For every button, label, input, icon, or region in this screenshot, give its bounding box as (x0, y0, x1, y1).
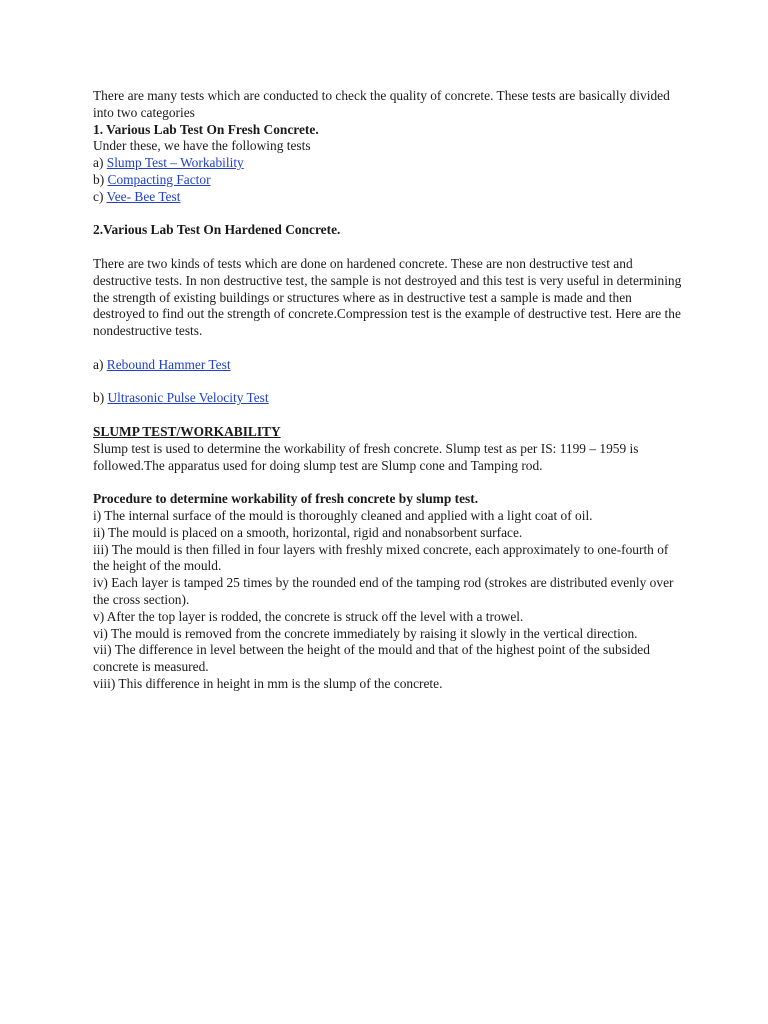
spacer (93, 407, 683, 424)
fresh-test-prefix: c) (93, 188, 107, 204)
rebound-hammer-test-link[interactable]: Rebound Hammer Test (106, 356, 231, 372)
procedure-step: v) After the top layer is rodded, the concrete is struck off the level with a trowel. (93, 608, 524, 624)
hardened-test-prefix: a) (93, 356, 107, 372)
procedure-step: ii) The mould is placed on a smooth, horizontal, rigid and nonabsorbent surface. (93, 524, 523, 540)
intro-paragraph: There are many tests which are conducted to check the quality of concrete. These tests are basically divided into two categories (93, 88, 670, 120)
fresh-test-item (93, 189, 683, 206)
procedure-heading: Procedure to determine workability of fresh concrete by slump test. (93, 491, 479, 507)
spacer (93, 374, 683, 391)
fresh-concrete-heading: 1. Various Lab Test On Fresh Concrete. (93, 121, 319, 137)
procedure-step: iv) Each layer is tamped 25 times by the rounded end of the tamping rod (strokes are distributed evenly over the cross section). (93, 575, 674, 607)
ultrasonic-pulse-velocity-test-link[interactable]: Ultrasonic Pulse Velocity Test (107, 390, 269, 406)
slump-test-paragraph: Slump test is used to determine the workability of fresh concrete. Slump test as per IS: 1199 – 1959 is followed.The apparatus used for doing slump test are Slump cone and Tamping rod. (93, 440, 639, 473)
hardened-test-item (93, 390, 683, 407)
spacer (93, 340, 683, 357)
fresh-test-prefix: a) (93, 155, 107, 171)
procedure-step: vi) The mould is removed from the concrete immediately by raising it slowly in the vertical direction. (93, 625, 638, 641)
spacer (93, 206, 683, 223)
slump-test-link[interactable]: Slump Test – Workability (106, 155, 244, 171)
procedure-step: viii) This difference in height in mm is the slump of the concrete. (93, 675, 443, 691)
procedure-step: vii) The difference in level between the height of the mould and that of the highest point of the subsided concrete is measured. (93, 642, 650, 675)
vee-bee-test-link[interactable]: Vee- Bee Test (106, 188, 181, 204)
spacer (93, 474, 683, 491)
hardened-test-prefix: b) (93, 390, 108, 406)
spacer (93, 239, 683, 256)
fresh-concrete-under-text: Under these, we have the following tests (93, 138, 311, 154)
hardened-test-item (93, 357, 683, 374)
procedure-step: iii) The mould is then filled in four layers with freshly mixed concrete, each approximately to one-fourth of the height of the mould. (93, 541, 669, 574)
slump-test-heading: SLUMP TEST/WORKABILITY (93, 423, 281, 439)
compacting-factor-link[interactable]: Compacting Factor (107, 171, 211, 187)
fresh-test-prefix: b) (93, 171, 108, 187)
document-page (93, 88, 683, 693)
hardened-concrete-paragraph: There are two kinds of tests which are done on hardened concrete. These are non destructive test and destructive tests. In non destructive test, the sample is not destroyed and this test is very useful in determining the strength of existing buildings or structures where as in destructive test a sample is made and then destroyed to find out the strength of concrete.Compression test is the example of destructive test. Here are the nondestructive tests. (93, 255, 682, 339)
hardened-concrete-heading: 2.Various Lab Test On Hardened Concrete. (93, 222, 341, 238)
fresh-test-item (93, 172, 683, 189)
fresh-test-item (93, 155, 683, 172)
procedure-step: i) The internal surface of the mould is thoroughly cleaned and applied with a light coat of oil. (93, 507, 593, 523)
